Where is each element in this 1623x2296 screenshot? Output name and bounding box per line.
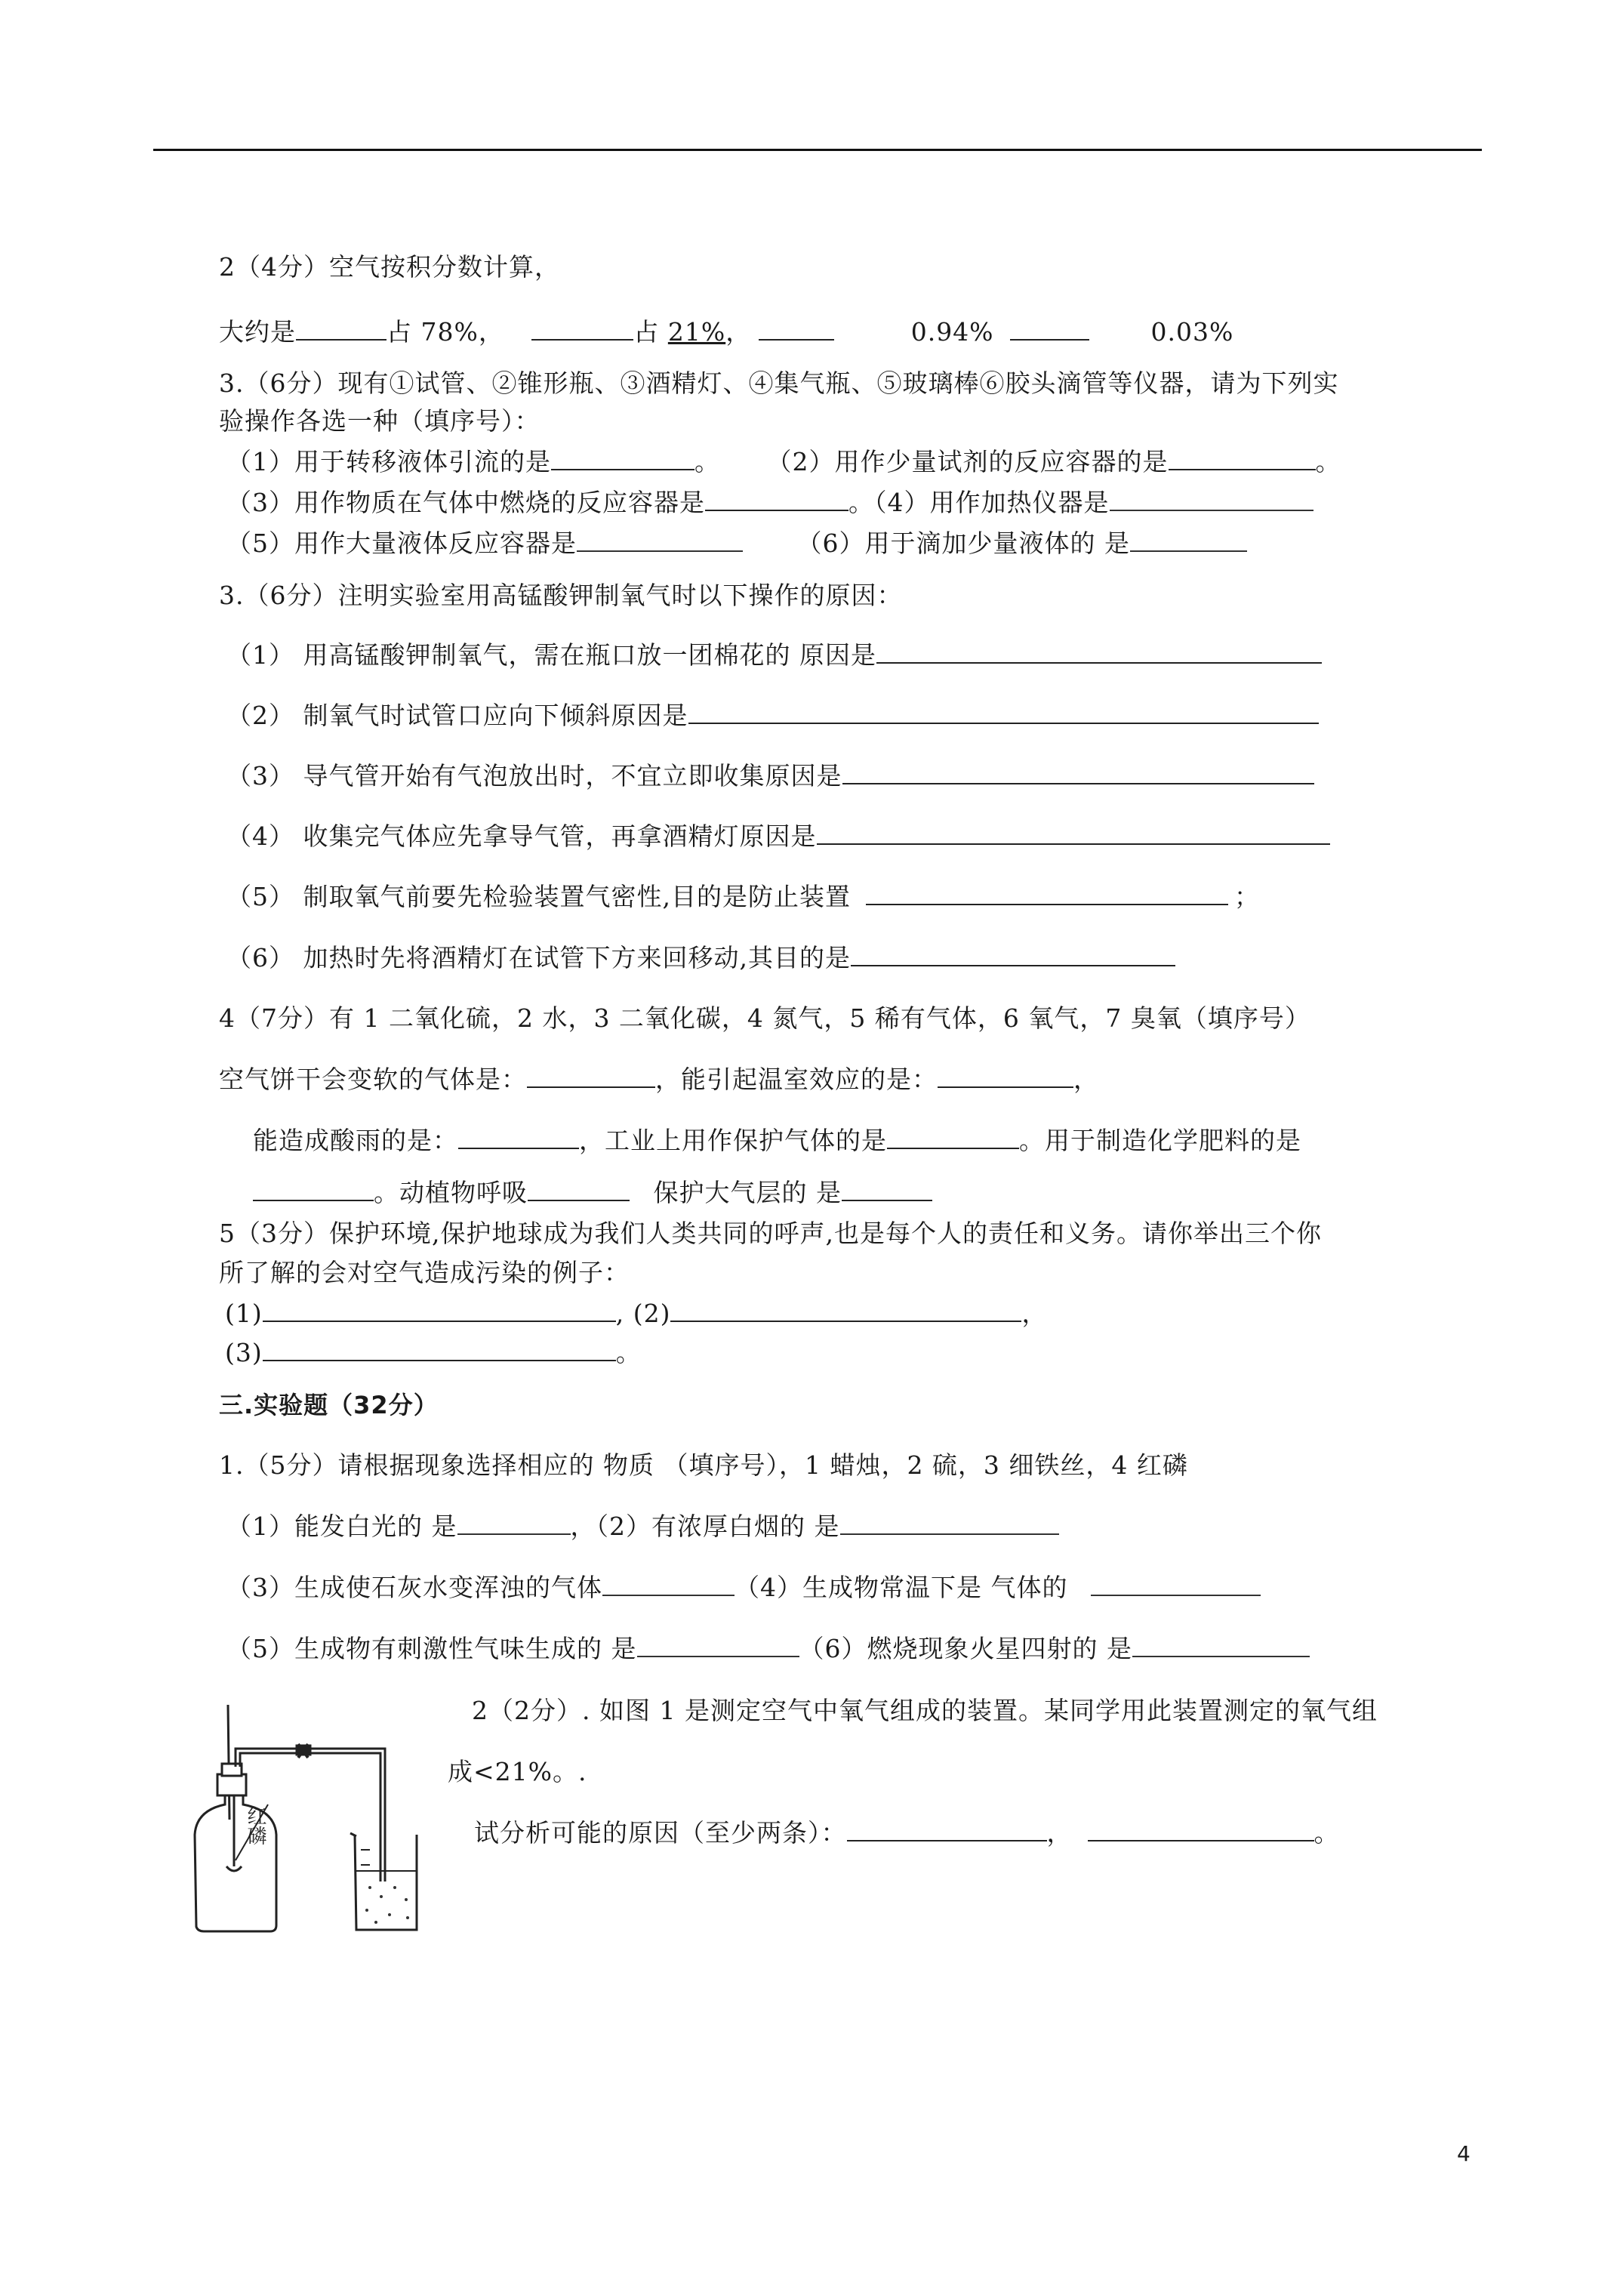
blank[interactable]	[876, 639, 1322, 664]
q2-heading: 2（4分）空气按积分数计算，	[219, 252, 560, 282]
blank[interactable]	[577, 537, 743, 552]
exp2-line1: 2（2分）. 如图 1 是测定空气中氧气组成的装置。某同学用此装置测定的氧气组	[472, 1696, 1378, 1725]
exp1-row1: （1）能发白光的 是 ，（2）有浓厚白烟的 是	[226, 1511, 1059, 1542]
blank[interactable]	[705, 487, 848, 511]
exp2-line3: 试分析可能的原因（至少两条）： ， 。	[474, 1818, 1340, 1848]
blank[interactable]	[842, 760, 1314, 784]
exp1-row2: （3）生成使石灰水变浑浊的气体 （4）生成物常温下是 气体的	[226, 1572, 1261, 1604]
figure-label: 红磷	[244, 1806, 266, 1845]
q3b-item-4: （4） 收集完气体应先拿导气管，再拿酒精灯原因是	[226, 821, 1330, 852]
q3b-item-6: （6） 加热时先将酒精灯在试管下方来回移动,其目的是	[226, 942, 1175, 974]
oxygen-apparatus-figure	[181, 1691, 460, 1940]
q3a-row2: （3）用作物质在气体中燃烧的反应容器是 。（4）用作加热仪器是	[226, 487, 1313, 519]
q3b-item-1: （1） 用高锰酸钾制氧气，需在瓶口放一团棉花的 原因是	[226, 639, 1322, 671]
q3b-item-5: （5） 制取氧气前要先检验装置气密性,目的是防止装置 ；	[226, 882, 1260, 911]
q3a-line2: 验操作各选一种（填序号）：	[219, 406, 540, 436]
blank[interactable]	[551, 446, 694, 470]
q5-line1: 5（3分）保护环境,保护地球成为我们人类共同的呼声,也是每个人的责任和义务。请你举出三个你	[219, 1219, 1322, 1248]
exp1-heading: 1.（5分）请根据现象选择相应的 物质 （填序号），1 蜡烛，2 硫，3 细铁丝，4 红磷	[219, 1450, 1188, 1480]
blank[interactable]	[840, 1520, 1059, 1535]
blank[interactable]	[458, 1125, 579, 1149]
q3b-item-2: （2） 制氧气时试管口应向下倾斜原因是	[226, 700, 1319, 732]
blank[interactable]	[1010, 316, 1089, 341]
q2-line: 大约是 占 78%， 占 21%， 0.94% 0.03%	[219, 317, 1234, 347]
exp2-line2: 成<21%。.	[448, 1757, 587, 1786]
q4-line3: 。动植物呼吸 保护大气层的 是	[253, 1177, 932, 1209]
blank[interactable]	[1130, 537, 1247, 552]
blank[interactable]	[637, 1642, 799, 1657]
blank[interactable]	[1132, 1642, 1310, 1657]
blank[interactable]	[457, 1520, 571, 1535]
blank[interactable]	[263, 1298, 616, 1322]
blank[interactable]	[253, 1177, 374, 1201]
blank[interactable]	[847, 1817, 1047, 1841]
blank[interactable]	[531, 316, 633, 341]
blank[interactable]	[866, 881, 1228, 905]
q3a-row3: （5）用作大量液体反应容器是 （6）用于滴加少量液体的 是	[226, 528, 1247, 559]
blank[interactable]	[1110, 496, 1313, 511]
blank[interactable]	[887, 1125, 1019, 1149]
blank[interactable]	[817, 821, 1330, 845]
blank[interactable]	[759, 316, 834, 341]
blank[interactable]	[842, 1177, 932, 1201]
blank[interactable]	[602, 1581, 735, 1596]
blank[interactable]	[1088, 1817, 1314, 1841]
blank[interactable]	[688, 700, 1319, 724]
blank[interactable]	[528, 1177, 630, 1201]
blank[interactable]	[263, 1337, 616, 1361]
q3b-item-3: （3） 导气管开始有气泡放出时，不宜立即收集原因是	[226, 760, 1314, 792]
q4-line2: 能造成酸雨的是： ，工业上用作保护气体的是 。用于制造化学肥料的是	[253, 1126, 1301, 1155]
blank[interactable]	[1091, 1581, 1261, 1596]
section-title: 三.实验题（32分）	[219, 1391, 439, 1419]
q3a-line1: 3.（6分）现有①试管、②锥形瓶、③酒精灯、④集气瓶、⑤玻璃棒⑥胶头滴管等仪器，请为下列实	[219, 368, 1339, 398]
q4-line1: 空气饼干会变软的气体是： ，能引起温室效应的是： ，	[219, 1065, 1099, 1094]
blank[interactable]	[1169, 446, 1316, 470]
header-rule	[153, 149, 1482, 151]
q5-line3: (1) , (2) ，	[225, 1299, 1048, 1328]
page-number: 4	[1457, 2141, 1471, 2166]
blank[interactable]	[938, 1064, 1073, 1088]
q3a-row1: （1）用于转移液体引流的是 。 （2）用作少量试剂的反应容器的是 。	[226, 447, 1341, 476]
blank[interactable]	[296, 316, 387, 341]
blank[interactable]	[670, 1298, 1021, 1322]
blank[interactable]	[851, 942, 1175, 966]
q4-heading: 4（7分）有 1 二氧化硫，2 水，3 二氧化碳，4 氮气，5 稀有气体，6 氧气，7 臭氧（填序号）	[219, 1003, 1310, 1033]
q5-line2: 所了解的会对空气造成污染的例子：	[219, 1258, 630, 1287]
exp1-row3: （5）生成物有刺激性气味生成的 是 （6）燃烧现象火星四射的 是	[226, 1633, 1310, 1665]
q3b-heading: 3.（6分）注明实验室用高锰酸钾制氧气时以下操作的原因：	[219, 581, 903, 610]
blank[interactable]	[527, 1064, 655, 1088]
q5-line4: (3) 。	[225, 1338, 642, 1367]
